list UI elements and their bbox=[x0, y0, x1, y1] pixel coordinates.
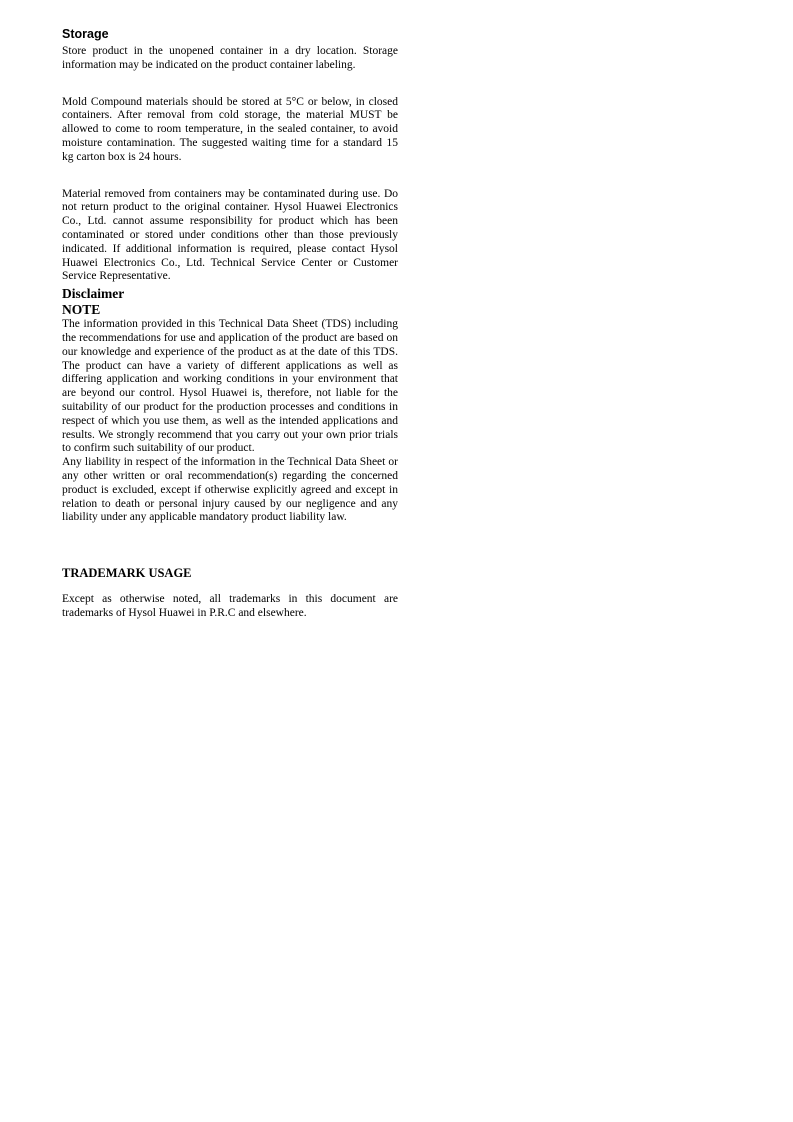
disclaimer-heading: Disclaimer bbox=[62, 286, 125, 302]
storage-heading: Storage bbox=[62, 27, 109, 41]
disclaimer-paragraph-2: Any liability in respect of the information in the Technical Data Sheet or any other written or oral recommendation(s) regarding the concerned product is excluded, except if otherwise explicitly agreed and except in relation to death or personal injury caused by our negligence and any liability under any applicable mandatory product liability law. bbox=[62, 456, 398, 524]
trademark-paragraph-1: Except as otherwise noted, all trademarks in this document are trademarks of Hysol Huawei in P.R.C and elsewhere. bbox=[62, 593, 398, 619]
text-column bbox=[62, 27, 398, 621]
storage-paragraph-1: Store product in the unopened container in a dry location. Storage information may be indicated on the product container labeling. bbox=[62, 45, 398, 71]
note-heading: NOTE bbox=[62, 302, 101, 318]
storage-paragraph-2: Mold Compound materials should be stored at 5°C or below, in closed containers. After removal from cold storage, the material MUST be allowed to come to room temperature, in the sealed container, to avoid moisture contamination. The suggested waiting time for a standard 15 kg carton box is 24 hours. bbox=[62, 95, 398, 163]
storage-paragraph-3: Material removed from containers may be contaminated during use. Do not return product to the original container. Hysol Huawei Electronics Co., Ltd. cannot assume responsibility for product which has been contaminated or stored under conditions other than those previously indicated. If additional information is required, please contact Hysol Huawei Electronics Co., Ltd. Technical Service Center or Customer Service Representative. bbox=[62, 187, 398, 283]
disclaimer-paragraph-1: The information provided in this Technical Data Sheet (TDS) including the recommendations for use and application of the product are based on our knowledge and experience of the product as at the date of this TDS. The product can have a variety of different applications as well as differing application and working conditions in your environment that are beyond our control. Hysol Huawei is, therefore, not liable for the suitability of our product for the production processes and conditions in respect of which you use them, as well as the intended applications and results. We strongly recommend that you carry out your own prior trials to confirm such suitability of our product. bbox=[62, 318, 398, 455]
trademark-usage-heading: TRADEMARK USAGE bbox=[62, 566, 192, 581]
